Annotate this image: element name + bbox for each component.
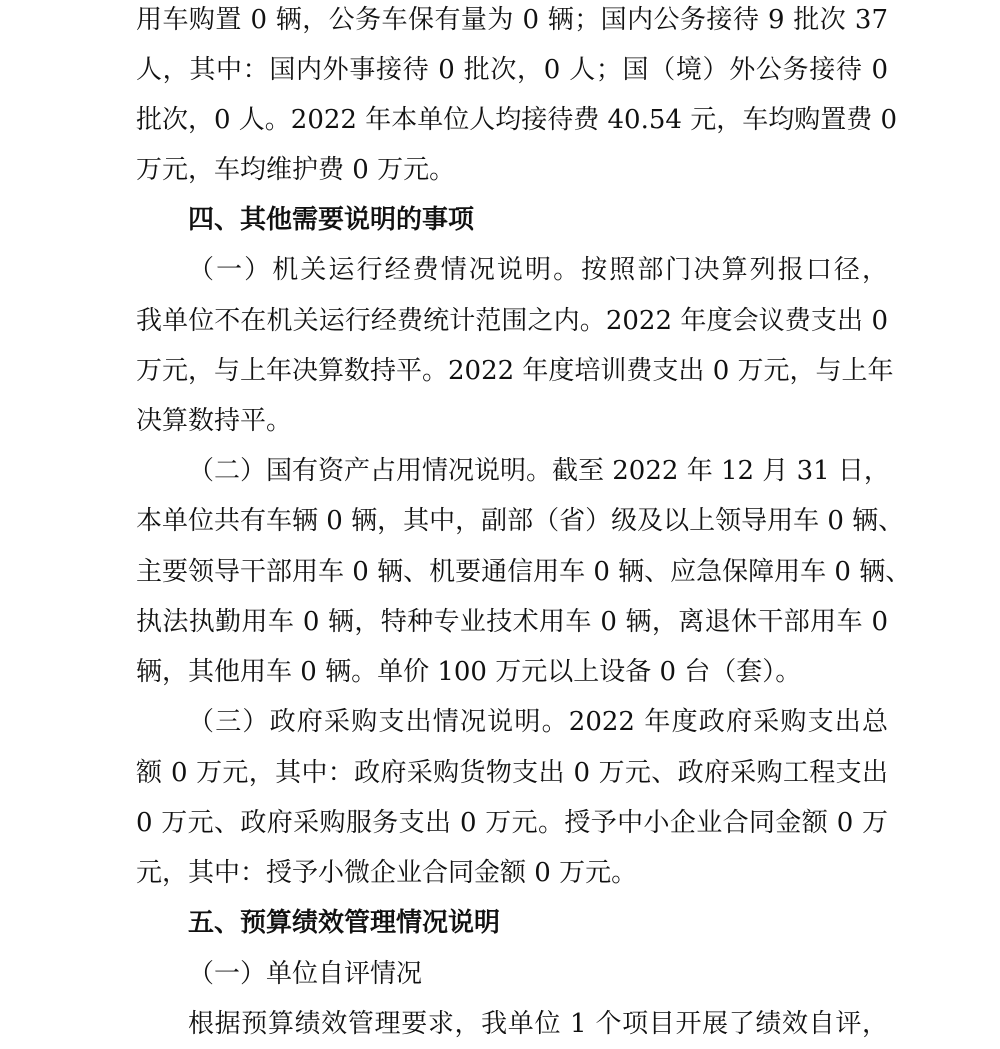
paragraph-line: （三）政府采购支出情况说明。2022 年度政府采购支出总 xyxy=(188,707,888,737)
paragraph-line: （二）国有资产占用情况说明。截至 2022 年 12 月 31 日， xyxy=(188,456,890,486)
paragraph-line: 根据预算绩效管理要求，我单位 1 个项目开展了绩效自评， xyxy=(188,1009,888,1039)
paragraph-line: 万元，与上年决算数持平。2022 年度培训费支出 0 万元，与上年 xyxy=(136,356,894,386)
section-heading-4: 四、其他需要说明的事项 xyxy=(188,205,475,235)
paragraph-line: 本单位共有车辆 0 辆，其中，副部（省）级及以上领导用车 0 辆、 xyxy=(136,506,905,536)
paragraph-line: 决算数持平。 xyxy=(136,406,293,436)
paragraph-line: 执法执勤用车 0 辆，特种专业技术用车 0 辆，离退休干部用车 0 xyxy=(136,607,888,637)
paragraph-line: 主要领导干部用车 0 辆、机要通信用车 0 辆、应急保障用车 0 辆、 xyxy=(136,557,912,587)
paragraph-line: 批次，0 人。2022 年本单位人均接待费 40.54 元，车均购置费 0 xyxy=(136,105,898,135)
paragraph-line: 元，其中：授予小微企业合同金额 0 万元。 xyxy=(136,858,638,888)
section-heading-5: 五、预算绩效管理情况说明 xyxy=(188,908,501,938)
paragraph-line: （一）机关运行经费情况说明。按照部门决算列报口径， xyxy=(188,255,888,285)
paragraph-line: 额 0 万元，其中：政府采购货物支出 0 万元、政府采购工程支出 xyxy=(136,758,888,788)
paragraph-line: 万元，车均维护费 0 万元。 xyxy=(136,155,456,185)
paragraph-line: 用车购置 0 辆，公务车保有量为 0 辆；国内公务接待 9 批次 37 xyxy=(136,5,888,35)
paragraph-line: 辆，其他用车 0 辆。单价 100 万元以上设备 0 台（套）。 xyxy=(136,657,802,687)
subsection-heading: （一）单位自评情况 xyxy=(188,959,423,989)
paragraph-line: 我单位不在机关运行经费统计范围之内。2022 年度会议费支出 0 xyxy=(136,306,888,336)
paragraph-line: 0 万元、政府采购服务支出 0 万元。授予中小企业合同金额 0 万 xyxy=(136,808,888,838)
paragraph-line: 人，其中：国内外事接待 0 批次，0 人；国（境）外公务接待 0 xyxy=(136,55,888,85)
